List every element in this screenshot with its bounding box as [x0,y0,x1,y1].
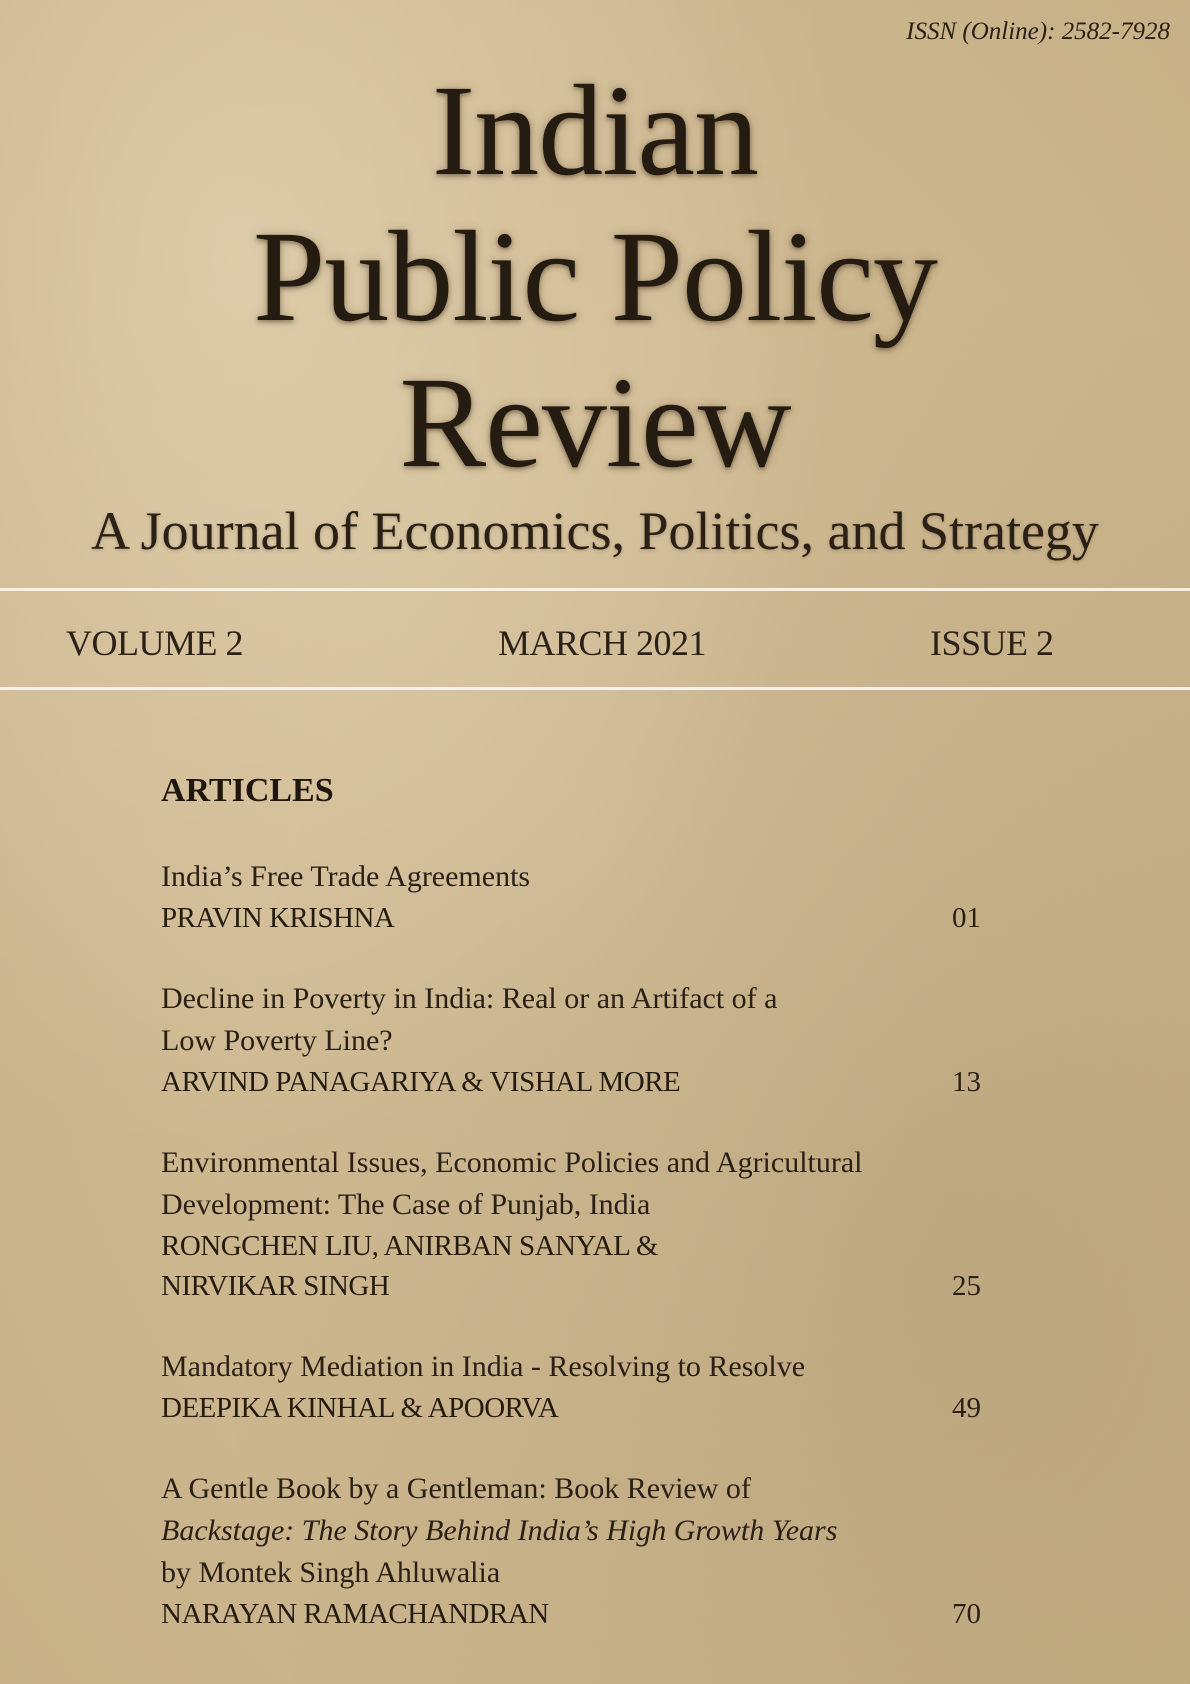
article-authors: DEEPIKA KINHAL & APOORVA [161,1392,559,1424]
article-authors: PRAVIN KRISHNA [161,902,395,934]
table-of-contents [161,856,1021,1674]
article-title: Environmental Issues, Economic Policies and Agricultural [161,1146,863,1179]
article-title: Low Poverty Line? [161,1024,393,1057]
toc-entry[interactable] [161,978,1021,1102]
volume-label: VOLUME 2 [66,623,243,663]
divider-top [0,588,1190,591]
article-title: Decline in Poverty in India: Real or an Artifact of a [161,982,778,1015]
article-authors: ARVIND PANAGARIYA & VISHAL MORE [161,1066,681,1098]
toc-entry[interactable] [161,1468,1021,1634]
page-number: 25 [952,1270,981,1302]
toc-entry[interactable] [161,856,1021,938]
issue-date: MARCH 2021 [498,623,707,663]
article-title: India’s Free Trade Agreements [161,860,531,893]
journal-title-line: Public Policy [253,205,937,349]
article-title: Mandatory Mediation in India - Resolving to Resolve [161,1350,806,1383]
article-title: A Gentle Book by a Gentleman: Book Review of [161,1472,751,1505]
journal-title-line: Review [399,351,791,495]
page-number: 13 [952,1066,981,1098]
article-authors: NARAYAN RAMACHANDRAN [161,1598,549,1630]
page-number: 49 [952,1392,981,1424]
journal-subtitle: A Journal of Economics, Politics, and Strategy [91,501,1099,561]
article-authors: RONGCHEN LIU, ANIRBAN SANYAL & [161,1230,659,1262]
book-title: Backstage: The Story Behind India’s High Growth Years [161,1514,838,1547]
issn-number: ISSN (Online): 2582-7928 [906,18,1170,45]
page-number: 01 [952,902,981,934]
journal-title-line: Indian [431,59,759,203]
toc-entry[interactable] [161,1142,1021,1306]
toc-entry[interactable] [161,1346,1021,1428]
article-title: Development: The Case of Punjab, India [161,1188,651,1221]
page-number: 70 [952,1598,981,1630]
section-heading: ARTICLES [161,772,334,809]
article-title: by Montek Singh Ahluwalia [161,1556,501,1589]
divider-bottom [0,687,1190,690]
journal-title [0,58,1190,496]
article-title-italic [161,1510,1021,1552]
issue-label: ISSUE 2 [930,623,1054,663]
article-authors: NIRVIKAR SINGH [161,1270,390,1302]
